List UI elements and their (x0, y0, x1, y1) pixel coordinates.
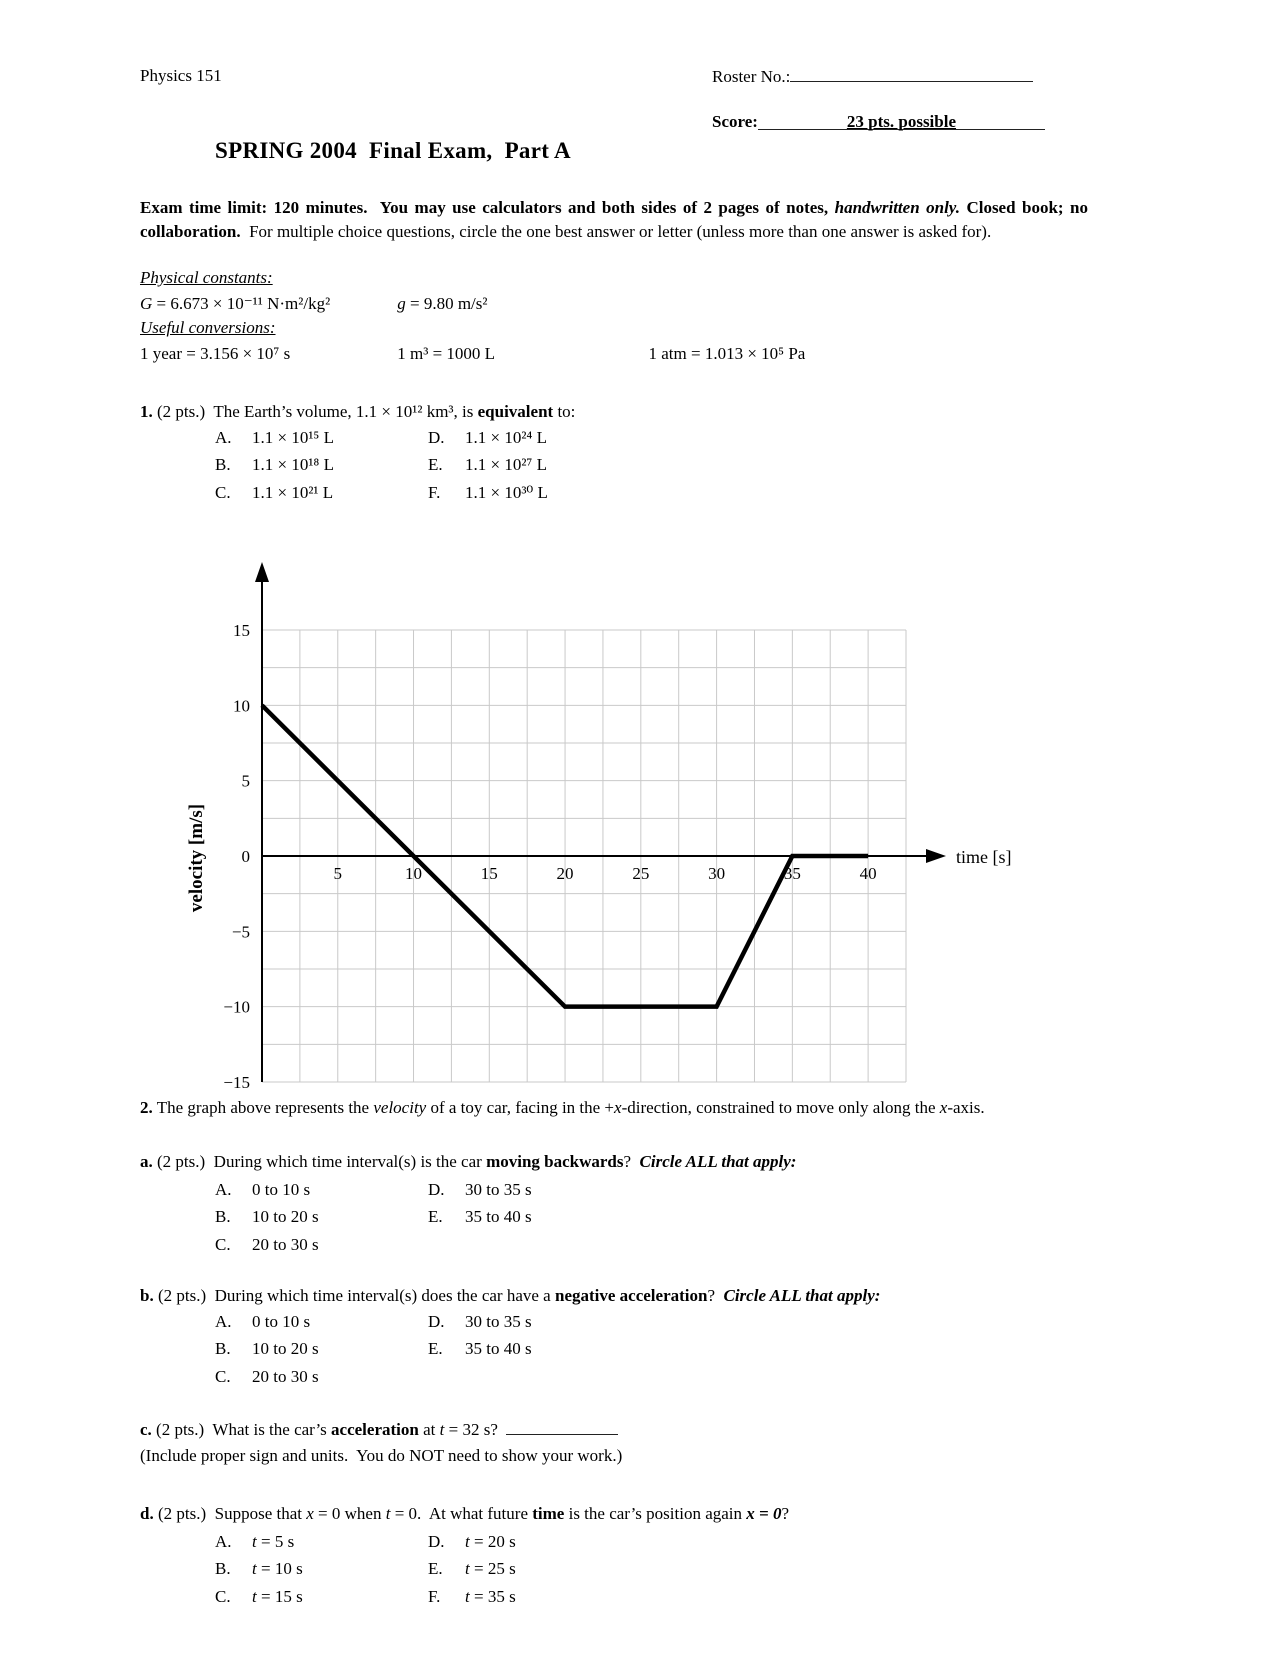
choice-text: t = 10 s (252, 1559, 303, 1579)
x-tick-label: 30 (708, 864, 726, 883)
roster-blank (790, 64, 1033, 82)
constants-line (140, 292, 488, 316)
q2-stem: 2. The graph above represents the velocity of a toy car, facing in the +x-direction, constrained to move only along the x-axis. (140, 1098, 985, 1117)
choice-text: 30 to 35 s (465, 1180, 532, 1199)
choice-letter: E. (428, 1339, 443, 1359)
choice-text: 0 to 10 s (252, 1312, 311, 1331)
choice-row (428, 1308, 532, 1335)
choice-letter: A. (215, 1532, 232, 1551)
choice-letter: F. (428, 482, 441, 502)
choice-text: t = 5 s (252, 1532, 295, 1551)
y-tick-label: −15 (223, 1073, 250, 1092)
roster-row (712, 64, 1033, 89)
conversion-volume: 1 m³ = 1000 L (397, 344, 496, 363)
choice-row (215, 451, 334, 478)
choice-row (428, 424, 548, 451)
y-axis-title: velocity [m/s] (186, 803, 207, 913)
choice-letter: A. (215, 1180, 232, 1199)
x-tick-label: 40 (859, 864, 877, 883)
choice-text: 20 to 30 s (252, 1366, 319, 1386)
score-row (712, 110, 1045, 134)
choice-row (428, 1176, 532, 1203)
q1-choices-col1 (215, 424, 334, 506)
q2a-choices-col1 (215, 1176, 319, 1258)
x-tick-label: 10 (405, 864, 423, 883)
choice-row (428, 1528, 516, 1555)
choice-letter: C. (215, 1586, 231, 1606)
choice-letter: E. (428, 1207, 443, 1227)
conversions-heading: Useful conversions: (140, 318, 276, 337)
choice-text: 35 to 40 s (465, 1207, 532, 1227)
choice-row (428, 1583, 516, 1610)
choice-text: t = 25 s (465, 1559, 516, 1579)
velocity-time-chart (140, 552, 1040, 1092)
choice-text: 1.1 × 10²⁷ L (465, 455, 547, 475)
choice-row (215, 479, 334, 506)
choice-row (215, 1335, 319, 1362)
choice-letter: A. (215, 428, 232, 447)
choice-letter: A. (215, 1312, 232, 1331)
score-value: 23 pts. possible (846, 112, 957, 131)
choice-letter: B. (215, 455, 231, 475)
q1-choices-col2 (428, 424, 548, 506)
y-tick-label: 10 (233, 696, 250, 716)
choice-text: t = 35 s (465, 1586, 516, 1606)
choice-row (215, 1231, 319, 1258)
conversion-pressure: 1 atm = 1.013 × 10⁵ Pa (648, 344, 806, 363)
choice-text: 1.1 × 10³⁰ L (465, 482, 548, 502)
x-axis-title: time [s] (956, 847, 1012, 867)
choice-text: 1.1 × 10¹⁸ L (252, 455, 334, 475)
choice-letter: E. (428, 1559, 443, 1579)
choice-row (215, 1363, 319, 1390)
constant-g: g = 9.80 m/s² (397, 294, 488, 313)
choice-row (215, 1176, 319, 1203)
choice-text: 35 to 40 s (465, 1339, 532, 1359)
instructions-paragraph: Exam time limit: 120 minutes. You may use calculators and both sides of 2 pages of notes, handwritten only. Closed book; no collaboration. For multiple choice questions, circle the one best answer or letter (unless more than one answer is asked for). (140, 198, 1088, 241)
y-axis-arrow-icon (255, 562, 269, 582)
q1-stem: 1. (2 pts.) The Earth’s volume, 1.1 × 10¹² km³, is equivalent to: (140, 402, 576, 421)
q2b-choices-col1 (215, 1308, 319, 1390)
x-tick-label: 25 (632, 864, 650, 883)
choice-row (215, 1203, 319, 1230)
q2a-choices-col2 (428, 1176, 532, 1231)
q2d-choices-col1 (215, 1528, 303, 1610)
conversions-line (140, 342, 805, 366)
choice-row (215, 1308, 319, 1335)
choice-letter: C. (215, 1366, 231, 1386)
q2a-stem: a. (2 pts.) During which time interval(s) is the car moving backwards? Circle ALL that apply: (140, 1152, 797, 1171)
q2c-stem-text: c. (2 pts.) What is the car’s acceleration at t = 32 s? (140, 1420, 507, 1439)
choice-row (215, 424, 334, 451)
choice-row (428, 1335, 532, 1362)
choice-text: 10 to 20 s (252, 1207, 319, 1227)
choice-row (428, 451, 548, 478)
page-title: SPRING 2004 Final Exam, Part A (215, 138, 571, 163)
choice-letter: C. (215, 482, 231, 502)
choice-letter: C. (215, 1234, 231, 1254)
answer-blank (506, 1419, 618, 1435)
x-tick-label: 20 (556, 864, 574, 883)
choice-letter: B. (215, 1207, 231, 1227)
choice-letter: B. (215, 1339, 231, 1359)
score-label: Score: (712, 112, 758, 131)
x-tick-label: 15 (480, 864, 498, 883)
x-tick-label: 35 (783, 864, 801, 883)
choice-row (428, 1203, 532, 1230)
x-axis-arrow-icon (926, 849, 946, 863)
choice-letter: B. (215, 1559, 231, 1579)
constant-G: G = 6.673 × 10⁻¹¹ N·m²/kg² (140, 294, 331, 313)
choice-letter: D. (428, 1312, 445, 1331)
q2b-stem: b. (2 pts.) During which time interval(s) does the car have a negative acceleration? Circle ALL that apply: (140, 1286, 881, 1305)
score-blank (758, 110, 1045, 130)
choice-text: 30 to 35 s (465, 1312, 532, 1331)
choice-letter: F. (428, 1586, 441, 1606)
choice-text: 0 to 10 s (252, 1180, 311, 1199)
course-title: Physics 151 (140, 66, 222, 85)
q2b-choices-col2 (428, 1308, 532, 1363)
y-tick-label: 0 (241, 847, 250, 866)
choice-letter: D. (428, 428, 445, 447)
y-tick-label: −10 (223, 997, 250, 1017)
choice-row (215, 1555, 303, 1582)
q2c-note: (Include proper sign and units. You do NOT need to show your work.) (140, 1446, 623, 1465)
choice-row (428, 479, 548, 506)
choice-row (215, 1583, 303, 1610)
choice-letter: D. (428, 1532, 445, 1551)
choice-text: 10 to 20 s (252, 1339, 319, 1359)
choice-text: t = 15 s (252, 1586, 303, 1606)
y-tick-label: −5 (231, 922, 250, 942)
q2d-stem: d. (2 pts.) Suppose that x = 0 when t = 0. At what future time is the car’s position again x = 0? (140, 1504, 790, 1523)
conversion-year: 1 year = 3.156 × 10⁷ s (140, 344, 291, 363)
roster-label: Roster No.: (712, 67, 791, 86)
choice-text: 20 to 30 s (252, 1234, 319, 1254)
choice-text: t = 20 s (465, 1532, 516, 1551)
choice-letter: D. (428, 1180, 445, 1199)
q2c-stem (140, 1418, 1092, 1442)
y-tick-label: 5 (241, 771, 250, 791)
choice-letter: E. (428, 455, 443, 475)
constants-heading: Physical constants: (140, 268, 273, 287)
x-tick-label: 5 (333, 864, 343, 883)
choice-text: 1.1 × 10¹⁵ L (252, 428, 334, 447)
y-tick-label: 15 (233, 621, 250, 640)
choice-row (215, 1528, 303, 1555)
choice-row (428, 1555, 516, 1582)
choice-text: 1.1 × 10²¹ L (252, 482, 334, 502)
choice-text: 1.1 × 10²⁴ L (465, 428, 547, 447)
q2d-choices-col2 (428, 1528, 516, 1610)
